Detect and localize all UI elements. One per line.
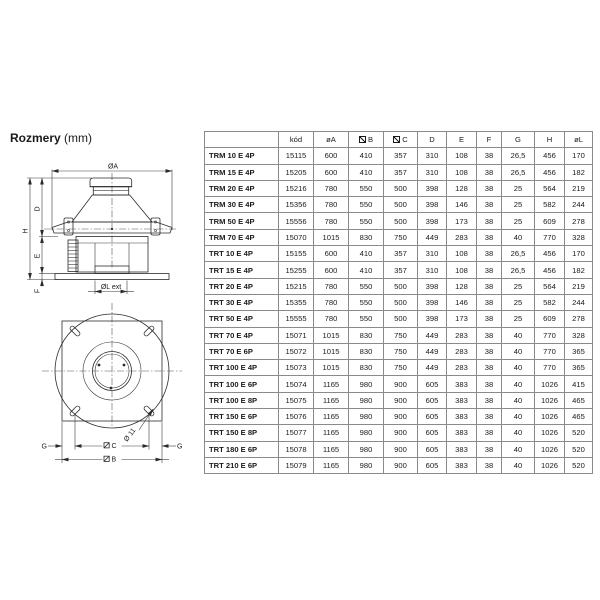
value-cell: 15073 — [279, 360, 314, 376]
value-cell: 398 — [418, 311, 447, 327]
value-cell: 383 — [447, 457, 477, 473]
value-cell: 38 — [477, 262, 502, 278]
column-header — [279, 132, 314, 148]
value-cell: 780 — [314, 213, 349, 229]
value-cell: 357 — [384, 164, 418, 180]
column-header-label: E — [458, 135, 465, 145]
table-row — [205, 311, 593, 327]
value-cell: 520 — [565, 441, 593, 457]
column-header-label: G — [515, 135, 521, 145]
value-cell: 38 — [477, 294, 502, 310]
value-cell: 365 — [565, 360, 593, 376]
value-cell: 500 — [384, 213, 418, 229]
value-cell: 900 — [384, 441, 418, 457]
value-cell: 15075 — [279, 392, 314, 408]
value-cell: 38 — [477, 409, 502, 425]
value-cell: 520 — [565, 457, 593, 473]
model-cell: TRT 20 E 4P — [205, 278, 279, 294]
page-title-text: Rozmery — [10, 131, 61, 145]
value-cell: 38 — [477, 311, 502, 327]
dim-label-hole-dia: Ø 11 — [123, 427, 138, 444]
value-cell: 456 — [535, 262, 565, 278]
value-cell: 1015 — [314, 229, 349, 245]
value-cell: 365 — [565, 343, 593, 359]
value-cell: 600 — [314, 246, 349, 262]
value-cell: 750 — [384, 327, 418, 343]
value-cell: 500 — [384, 294, 418, 310]
value-cell: 1165 — [314, 457, 349, 473]
table-row — [205, 294, 593, 310]
model-cell: TRT 150 E 8P — [205, 425, 279, 441]
model-cell: TRT 210 E 6P — [205, 457, 279, 473]
value-cell: 410 — [349, 164, 384, 180]
value-cell: 25 — [502, 180, 535, 196]
value-cell: 128 — [447, 278, 477, 294]
value-cell: 15079 — [279, 457, 314, 473]
value-cell: 108 — [447, 164, 477, 180]
value-cell: 1026 — [535, 409, 565, 425]
dim-label-b: B — [111, 456, 117, 464]
table-row — [205, 164, 593, 180]
value-cell: 244 — [565, 197, 593, 213]
value-cell: 182 — [565, 164, 593, 180]
value-cell: 15205 — [279, 164, 314, 180]
value-cell: 1015 — [314, 360, 349, 376]
value-cell: 40 — [502, 441, 535, 457]
value-cell: 750 — [384, 229, 418, 245]
value-cell: 128 — [447, 180, 477, 196]
value-cell: 410 — [349, 262, 384, 278]
value-cell: 40 — [502, 425, 535, 441]
value-cell: 182 — [565, 262, 593, 278]
value-cell: 780 — [314, 278, 349, 294]
value-cell: 310 — [418, 164, 447, 180]
value-cell: 780 — [314, 311, 349, 327]
fan-top-view — [42, 303, 182, 443]
value-cell: 15071 — [279, 327, 314, 343]
value-cell: 108 — [447, 148, 477, 164]
value-cell: 25 — [502, 294, 535, 310]
value-cell: 38 — [477, 425, 502, 441]
table-row — [205, 229, 593, 245]
value-cell: 15556 — [279, 213, 314, 229]
value-cell: 38 — [477, 148, 502, 164]
value-cell: 38 — [477, 457, 502, 473]
value-cell: 550 — [349, 294, 384, 310]
value-cell: 38 — [477, 213, 502, 229]
value-cell: 410 — [349, 148, 384, 164]
value-cell: 383 — [447, 392, 477, 408]
value-cell: 780 — [314, 294, 349, 310]
value-cell: 328 — [565, 327, 593, 343]
value-cell: 770 — [535, 360, 565, 376]
value-cell: 310 — [418, 262, 447, 278]
column-header — [418, 132, 447, 148]
dim-label-h: H — [22, 228, 30, 234]
value-cell: 605 — [418, 376, 447, 392]
dim-label-dia-a: ØA — [107, 163, 119, 171]
value-cell: 283 — [447, 327, 477, 343]
value-cell: 1026 — [535, 457, 565, 473]
value-cell: 550 — [349, 311, 384, 327]
value-cell: 550 — [349, 180, 384, 196]
value-cell: 25 — [502, 278, 535, 294]
value-cell: 146 — [447, 294, 477, 310]
value-cell: 605 — [418, 457, 447, 473]
model-cell: TRT 180 E 6P — [205, 441, 279, 457]
value-cell: 15555 — [279, 311, 314, 327]
value-cell: 1165 — [314, 441, 349, 457]
value-cell: 173 — [447, 311, 477, 327]
value-cell: 15216 — [279, 180, 314, 196]
model-cell: TRT 100 E 4P — [205, 360, 279, 376]
value-cell: 38 — [477, 278, 502, 294]
value-cell: 1165 — [314, 409, 349, 425]
model-cell: TRT 50 E 4P — [205, 311, 279, 327]
value-cell: 383 — [447, 409, 477, 425]
value-cell: 38 — [477, 360, 502, 376]
column-header-label: F — [486, 135, 492, 145]
value-cell: 900 — [384, 457, 418, 473]
model-cell: TRT 10 E 4P — [205, 246, 279, 262]
model-cell: TRT 100 E 6P — [205, 376, 279, 392]
column-header — [349, 132, 384, 148]
value-cell: 456 — [535, 148, 565, 164]
value-cell: 500 — [384, 278, 418, 294]
value-cell: 780 — [314, 197, 349, 213]
square-diagonal-icon — [359, 136, 366, 143]
value-cell: 1026 — [535, 376, 565, 392]
value-cell: 15078 — [279, 441, 314, 457]
value-cell: 25 — [502, 197, 535, 213]
value-cell: 500 — [384, 197, 418, 213]
value-cell: 38 — [477, 392, 502, 408]
value-cell: 1015 — [314, 327, 349, 343]
value-cell: 15215 — [279, 278, 314, 294]
value-cell: 26,5 — [502, 246, 535, 262]
value-cell: 1015 — [314, 343, 349, 359]
column-header-label: C — [402, 135, 408, 145]
value-cell: 609 — [535, 311, 565, 327]
value-cell: 108 — [447, 246, 477, 262]
table-row — [205, 343, 593, 359]
value-cell: 357 — [384, 246, 418, 262]
value-cell: 357 — [384, 148, 418, 164]
value-cell: 38 — [477, 229, 502, 245]
dim-label-square-b — [103, 455, 122, 464]
value-cell: 40 — [502, 229, 535, 245]
table-row — [205, 392, 593, 408]
table-row — [205, 457, 593, 473]
value-cell: 40 — [502, 327, 535, 343]
value-cell: 900 — [384, 409, 418, 425]
value-cell: 278 — [565, 311, 593, 327]
dim-label-dia-l-ext: ØL ext — [100, 284, 122, 291]
value-cell: 780 — [314, 180, 349, 196]
value-cell: 26,5 — [502, 164, 535, 180]
value-cell: 40 — [502, 457, 535, 473]
value-cell: 383 — [447, 425, 477, 441]
value-cell: 244 — [565, 294, 593, 310]
value-cell: 38 — [477, 343, 502, 359]
value-cell: 770 — [535, 327, 565, 343]
dim-label-square-c — [103, 442, 122, 451]
value-cell: 40 — [502, 409, 535, 425]
model-cell: TRM 50 E 4P — [205, 213, 279, 229]
value-cell: 40 — [502, 392, 535, 408]
value-cell: 900 — [384, 376, 418, 392]
value-cell: 357 — [384, 262, 418, 278]
value-cell: 600 — [314, 164, 349, 180]
column-header-label: H — [546, 135, 553, 145]
value-cell: 310 — [418, 246, 447, 262]
column-header-label: D — [429, 135, 435, 145]
value-cell: 219 — [565, 180, 593, 196]
value-cell: 15155 — [279, 246, 314, 262]
table-row — [205, 409, 593, 425]
value-cell: 449 — [418, 360, 447, 376]
value-cell: 980 — [349, 392, 384, 408]
value-cell: 15074 — [279, 376, 314, 392]
value-cell: 582 — [535, 197, 565, 213]
value-cell: 900 — [384, 425, 418, 441]
value-cell: 550 — [349, 278, 384, 294]
column-header — [314, 132, 349, 148]
value-cell: 410 — [349, 246, 384, 262]
value-cell: 582 — [535, 294, 565, 310]
value-cell: 383 — [447, 376, 477, 392]
value-cell: 170 — [565, 246, 593, 262]
table-row — [205, 246, 593, 262]
value-cell: 38 — [477, 441, 502, 457]
column-header-label: B — [367, 135, 374, 145]
value-cell: 38 — [477, 376, 502, 392]
column-header-label: øL — [574, 135, 583, 145]
value-cell: 1165 — [314, 392, 349, 408]
column-header — [502, 132, 535, 148]
value-cell: 830 — [349, 343, 384, 359]
model-cell: TRT 70 E 4P — [205, 327, 279, 343]
value-cell: 1165 — [314, 425, 349, 441]
value-cell: 283 — [447, 229, 477, 245]
value-cell: 605 — [418, 441, 447, 457]
table-row — [205, 278, 593, 294]
column-header — [384, 132, 418, 148]
page-title — [10, 131, 92, 145]
model-cell: TRM 70 E 4P — [205, 229, 279, 245]
value-cell: 900 — [384, 392, 418, 408]
value-cell: 383 — [447, 441, 477, 457]
value-cell: 40 — [502, 343, 535, 359]
table-row — [205, 441, 593, 457]
value-cell: 15076 — [279, 409, 314, 425]
value-cell: 500 — [384, 180, 418, 196]
fan-side-view — [44, 173, 178, 280]
value-cell: 15355 — [279, 294, 314, 310]
dimensions-table — [204, 131, 593, 474]
model-cell: TRT 30 E 4P — [205, 294, 279, 310]
dim-label-f: F — [34, 288, 42, 294]
value-cell: 398 — [418, 294, 447, 310]
table-row — [205, 376, 593, 392]
value-cell: 980 — [349, 425, 384, 441]
column-header-label: øA — [326, 135, 336, 145]
page-title-unit: (mm) — [64, 131, 93, 145]
dim-label-g-right: G — [177, 443, 183, 451]
value-cell: 770 — [535, 343, 565, 359]
value-cell: 465 — [565, 392, 593, 408]
value-cell: 1165 — [314, 376, 349, 392]
value-cell: 564 — [535, 278, 565, 294]
column-header — [447, 132, 477, 148]
model-cell: TRM 30 E 4P — [205, 197, 279, 213]
dim-label-d: D — [34, 206, 42, 212]
value-cell: 38 — [477, 197, 502, 213]
value-cell: 980 — [349, 376, 384, 392]
value-cell: 26,5 — [502, 262, 535, 278]
value-cell: 830 — [349, 229, 384, 245]
value-cell: 980 — [349, 441, 384, 457]
value-cell: 146 — [447, 197, 477, 213]
value-cell: 600 — [314, 262, 349, 278]
value-cell: 173 — [447, 213, 477, 229]
technical-drawing — [0, 150, 200, 485]
value-cell: 1026 — [535, 392, 565, 408]
model-cell: TRT 70 E 6P — [205, 343, 279, 359]
table-row — [205, 197, 593, 213]
value-cell: 15077 — [279, 425, 314, 441]
dim-label-e: E — [34, 253, 42, 259]
value-cell: 550 — [349, 213, 384, 229]
value-cell: 398 — [418, 213, 447, 229]
table-row — [205, 425, 593, 441]
value-cell: 25 — [502, 213, 535, 229]
value-cell: 38 — [477, 180, 502, 196]
value-cell: 1026 — [535, 441, 565, 457]
value-cell: 770 — [535, 229, 565, 245]
table-row — [205, 262, 593, 278]
value-cell: 310 — [418, 148, 447, 164]
value-cell: 40 — [502, 360, 535, 376]
value-cell: 520 — [565, 425, 593, 441]
table-row — [205, 360, 593, 376]
value-cell: 600 — [314, 148, 349, 164]
dimensions-table-container — [204, 131, 594, 474]
value-cell: 219 — [565, 278, 593, 294]
column-header — [535, 132, 565, 148]
value-cell: 980 — [349, 457, 384, 473]
value-cell: 550 — [349, 197, 384, 213]
table-row — [205, 213, 593, 229]
table-header-row — [205, 132, 593, 148]
value-cell: 750 — [384, 360, 418, 376]
value-cell: 415 — [565, 376, 593, 392]
value-cell: 278 — [565, 213, 593, 229]
model-cell: TRT 150 E 6P — [205, 409, 279, 425]
value-cell: 15072 — [279, 343, 314, 359]
value-cell: 170 — [565, 148, 593, 164]
dim-label-c: C — [111, 443, 117, 450]
value-cell: 283 — [447, 343, 477, 359]
value-cell: 40 — [502, 376, 535, 392]
value-cell: 830 — [349, 360, 384, 376]
value-cell: 26,5 — [502, 148, 535, 164]
table-row — [205, 327, 593, 343]
value-cell: 465 — [565, 409, 593, 425]
model-cell: TRT 15 E 4P — [205, 262, 279, 278]
value-cell: 38 — [477, 246, 502, 262]
value-cell: 605 — [418, 425, 447, 441]
model-column-header — [205, 132, 279, 148]
value-cell: 830 — [349, 327, 384, 343]
model-cell: TRM 15 E 4P — [205, 164, 279, 180]
dim-label-g-left: G — [41, 443, 47, 451]
value-cell: 108 — [447, 262, 477, 278]
model-cell: TRM 20 E 4P — [205, 180, 279, 196]
value-cell: 15356 — [279, 197, 314, 213]
value-cell: 980 — [349, 409, 384, 425]
value-cell: 15115 — [279, 148, 314, 164]
value-cell: 15255 — [279, 262, 314, 278]
column-header-label: kód — [289, 135, 303, 145]
value-cell: 609 — [535, 213, 565, 229]
value-cell: 398 — [418, 197, 447, 213]
value-cell: 449 — [418, 327, 447, 343]
square-diagonal-icon — [393, 136, 400, 143]
model-cell: TRM 10 E 4P — [205, 148, 279, 164]
value-cell: 25 — [502, 311, 535, 327]
value-cell: 283 — [447, 360, 477, 376]
value-cell: 564 — [535, 180, 565, 196]
table-row — [205, 148, 593, 164]
value-cell: 500 — [384, 311, 418, 327]
value-cell: 605 — [418, 409, 447, 425]
value-cell: 1026 — [535, 425, 565, 441]
value-cell: 328 — [565, 229, 593, 245]
value-cell: 456 — [535, 164, 565, 180]
column-header — [477, 132, 502, 148]
model-cell: TRT 100 E 8P — [205, 392, 279, 408]
value-cell: 456 — [535, 246, 565, 262]
value-cell: 398 — [418, 180, 447, 196]
value-cell: 750 — [384, 343, 418, 359]
value-cell: 398 — [418, 278, 447, 294]
table-row — [205, 180, 593, 196]
value-cell: 38 — [477, 164, 502, 180]
value-cell: 605 — [418, 392, 447, 408]
value-cell: 15070 — [279, 229, 314, 245]
value-cell: 449 — [418, 229, 447, 245]
column-header — [565, 132, 593, 148]
value-cell: 449 — [418, 343, 447, 359]
value-cell: 38 — [477, 327, 502, 343]
